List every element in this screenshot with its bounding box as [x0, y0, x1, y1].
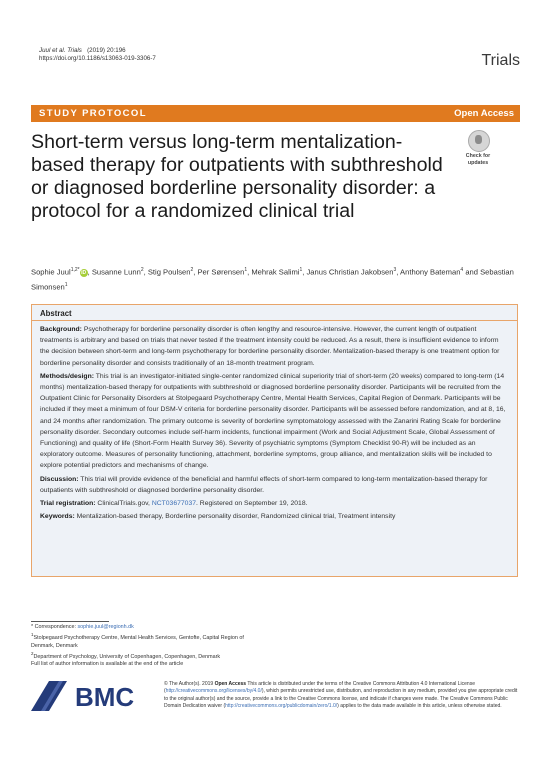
abstract-methods: Methods/design: This trial is an investigator-initiated single-center randomized clinical superiority trial of short-term (20 weeks) compared to long-term (14 months) mentalization-based therapy for outpatients with subthreshold or diagnosed borderline personality disorder. Participants will be recruited from the Outpatient Clinic for Personality Disorders at Stolpegaard Psychotherapy Centre, Mental Health Services, Capital Region of Denmark. Participants will be included if they meet a minimum of four DSM-V criteria for borderline personality disorder. Participants will be assessed before randomization, and at 8, 16, and 24 months after randomization. The primary outcome is severity of borderline symptomatology assessed with the Zanarini Rating Scale for borderline personality disorder. Secondary outcomes include self-harm incidents, functional impairment (Work and Social Adjustment Scale, Global Assessment of Functioning) and quality of life (Short-Form Health Survey 36). Severity of psychiatric symptoms (Symptom Checklist 90-R) will be included as an exploratory outcome. Measures of personality functioning, attachment, borderline symptoms, group alliance, and mentalization skills will be included to explore potential predictors and mechanisms of change.	[40, 372, 506, 470]
badge-line1: Check for	[465, 153, 491, 159]
bmc-logo-icon	[31, 681, 146, 711]
author-name[interactable]: Sophie Juul	[31, 267, 71, 277]
author-affiliation-sup: 1,2*	[70, 267, 80, 273]
affiliation-1: $^1$Stolpegaard Psychotherapy Centre, Mental Health Services, Gentofte, Capital Region of Denmark, Denmark	[31, 632, 244, 649]
open-access-label: Open Access	[454, 108, 514, 119]
article-title: Short-term versus long-term mentalization-based therapy for outpatients with subthreshold or diagnosed borderline personality disorder: a protocol for a randomized clinical trial	[31, 131, 443, 222]
bmc-logo-text: BMC	[75, 682, 135, 711]
citation-authors: Juul et al.	[39, 47, 66, 54]
abstract-box	[31, 304, 518, 577]
badge-line2: updates	[467, 160, 489, 166]
article-type-banner	[31, 105, 520, 122]
author-affiliation-sup: 1	[299, 267, 303, 273]
author-name[interactable]: Per Sørensen	[197, 267, 245, 277]
public-domain-link[interactable]: http://creativecommons.org/publicdomain/zero/1.0/	[225, 703, 338, 710]
author-affiliation-sup: 3	[393, 267, 397, 273]
registration-link[interactable]: NCT03677037	[151, 500, 197, 508]
citation-journal: Trials	[67, 47, 82, 54]
affiliation-2: $^2$Department of Psychology, University of Copenhagen, Copenhagen, Denmark	[31, 651, 221, 660]
abstract-discussion: Discussion: This trial will provide evidence of the beneficial and harmful effects of short-term compared to long-term mentalization-based therapy for outpatients with subthreshold or diagnosed borderline personality disorder.	[40, 475, 488, 494]
author-name[interactable]: Janus Christian Jakobsen	[306, 267, 394, 277]
abstract-heading: Abstract	[32, 305, 517, 321]
author-affiliation-sup: 4	[460, 267, 464, 273]
author-affiliation-sup: 1	[64, 281, 68, 288]
author-affiliation-sup: 1	[244, 267, 248, 273]
abstract-keywords: Keywords: Mentalization-based therapy, Borderline personality disorder, Randomized clinical trial, Treatment intensity	[40, 513, 396, 521]
author-list: Sophie Juul$^{1,2*}$ iD , Susanne Lunn$^2$, Stig Poulsen$^2$, Per Sørensen$^1$, Mehrak Salimi$^1$, Janus Christian Jakobsen$^3$, Anthony Bateman$^4$ and Sebastian Simonsen$^1$	[31, 267, 514, 292]
article-type-label: STUDY PROTOCOL	[39, 108, 147, 119]
author-name[interactable]: Sebastian Simonsen	[31, 267, 514, 292]
author-name[interactable]: Stig Poulsen	[147, 267, 191, 277]
check-for-updates-badge[interactable]	[459, 130, 497, 172]
author-affiliation-sup: 2	[190, 267, 194, 273]
license-link[interactable]: http://creativecommons.org/licenses/by/4.0/	[165, 688, 262, 695]
citation-volume: (2019) 20:196	[87, 47, 126, 54]
bmc-logo	[31, 681, 146, 711]
author-info-note: Full list of author information is available at the end of the article	[31, 661, 184, 668]
orcid-icon[interactable]: iD	[81, 269, 87, 276]
footnote-divider	[31, 621, 109, 622]
author-affiliation-sup: 2	[140, 267, 144, 273]
citation-block	[39, 47, 156, 63]
author-name[interactable]: Mehrak Salimi	[251, 267, 300, 277]
license-statement: © The Author(s). 2019 Open Access This article is distributed under the terms of the Creative Commons Attribution 4.0 International License (http://creativecommons.org/licenses/by/4.0/), which permits unrestricted use, distribution, and reproduction in any medium, provided you give appropriate credit to the original author(s) and the source, provide a link to the Creative Commons license, and indicate if changes were made. The Creative Commons Public Domain Dedication waiver (http://creativecommons.org/publicdomain/zero/1.0/) applies to the data made available in this article, unless otherwise stated.	[164, 681, 518, 710]
check-for-updates-icon	[468, 130, 490, 152]
author-name[interactable]: Anthony Bateman	[400, 267, 461, 277]
abstract-registration: Trial registration: ClinicalTrials.gov, NCT03677037. Registered on September 19, 2018.	[40, 500, 308, 508]
journal-logo: Trials	[481, 52, 520, 69]
author-name[interactable]: Susanne Lunn	[91, 267, 141, 277]
citation-doi[interactable]: https://doi.org/10.1186/s13063-019-3306-7	[39, 55, 156, 62]
abstract-background: Background: Psychotherapy for borderline personality disorder is often lengthy and resource-intensive. However, the current length of outpatient treatments is arbitrary and based on trials that never tested if the treatment intensity could be reduced. As a result, there is insufficient evidence to inform the decision between short-term and long-term psychotherapy for borderline personality disorder. Mentalization-based therapy is one treatment option for borderline personality disorder and consists traditionally of an 18-month treatment program.	[40, 326, 500, 367]
footnotes: * Correspondence: sophie.juul@regionh.dk $^1$Stolpegaard Psychotherapy Centre, Mental Health Services, Gentofte, Capital Region of Denmark, Denmark $^2$Department of Psychology, University of Copenhagen, Copenhagen, Denmark Full list of author information is available at the end of the article	[31, 624, 256, 669]
correspondence-email[interactable]: sophie.juul@regionh.dk	[77, 624, 134, 630]
